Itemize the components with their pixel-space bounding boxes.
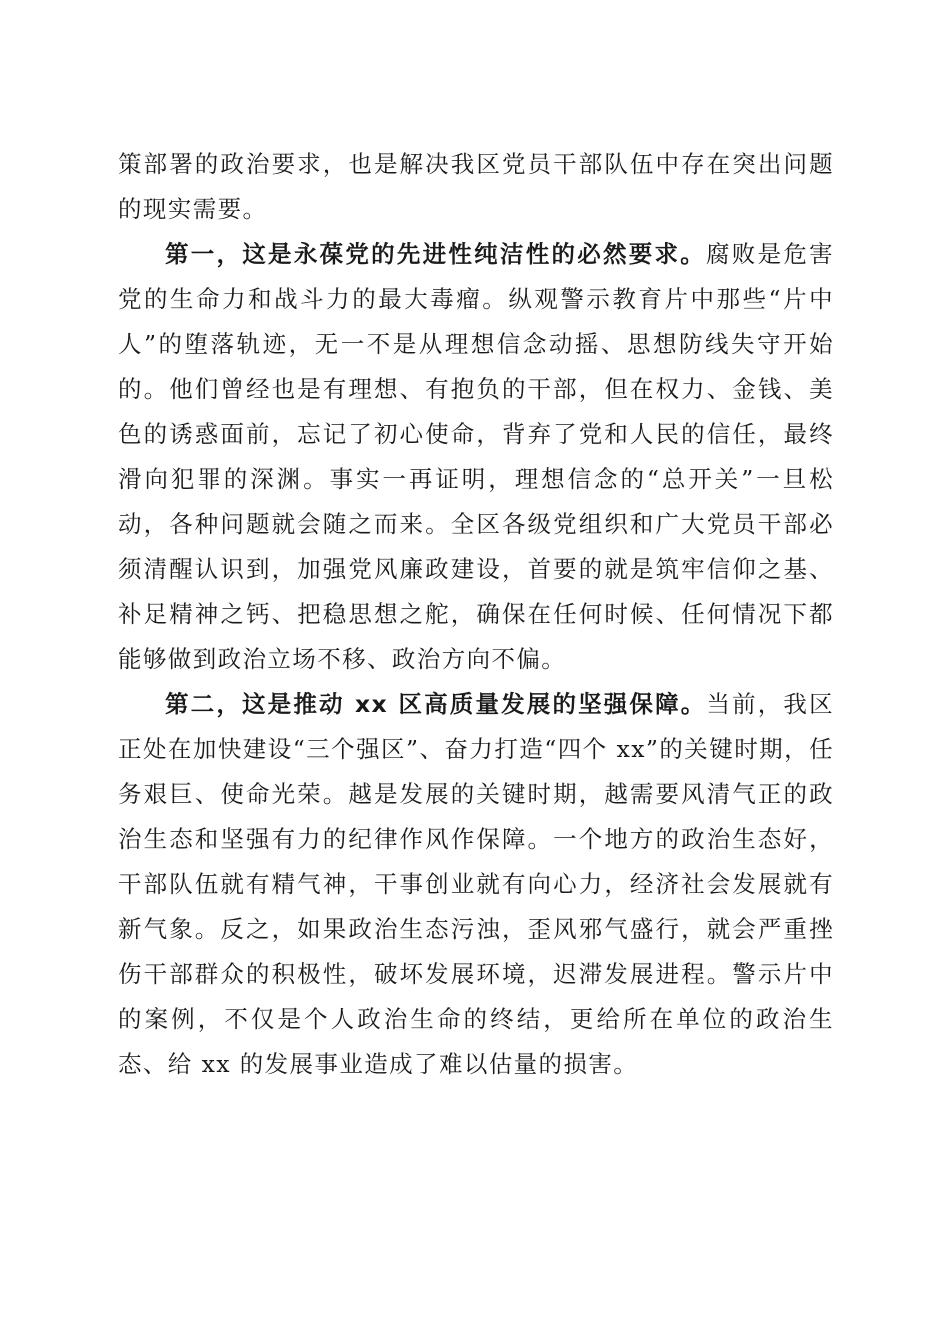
- paragraph-text: 腐败是危害党的生命力和战斗力的最大毒瘤。纵观警示教育片中那些“片中人”的堕落轨迹，无一不是从理想信念动摇、思想防线失守开始的。他们曾经也是有理想、有抱负的干部，但在权力、金钱、美色的诱惑面前，忘记了初心使命，背弃了党和人民的信任，最终滑向犯罪的深渊。事实一再证明，理想信念的“总开关”一旦松动，各种问题就会随之而来。全区各级党组织和广大党员干部必须清醒认识到，加强党风廉政建设，首要的就是筑牢信仰之基、补足精神之钙、把稳思想之舵，确保在任何时候、任何情况下都能够做到政治立场不移、政治方向不偏。: [118, 240, 835, 673]
- paragraph-text: 策部署的政治要求，也是解决我区党员干部队伍中存在突出问题的现实需要。: [118, 150, 834, 223]
- paragraph-continuation: [118, 142, 834, 232]
- paragraph-second-point: [118, 682, 834, 1087]
- document-body: [118, 142, 834, 1087]
- paragraph-text: 当前，我区正处在加快建设“三个强区”、奋力打造“四个 xx”的关键时期，任务艰巨、使命光荣。越是发展的关键时期，越需要风清气正的政治生态和坚强有力的纪律作风作保障。一个地方的政治生态好，干部队伍就有精气神，干事创业就有向心力，经济社会发展就有新气象。反之，如果政治生态污浊，歪风邪气盛行，就会严重挫伤干部群众的积极性，破坏发展环境，迟滞发展进程。警示片中的案例，不仅是个人政治生命的终结，更给所在单位的政治生态、给 xx 的发展事业造成了难以估量的损害。: [118, 690, 834, 1078]
- paragraph-first-point: [118, 232, 834, 682]
- paragraph-heading: 第二，这是推动 xx 区高质量发展的坚强保障。: [165, 690, 707, 718]
- paragraph-heading: 第一，这是永葆党的先进性纯洁性的必然要求。: [165, 240, 707, 268]
